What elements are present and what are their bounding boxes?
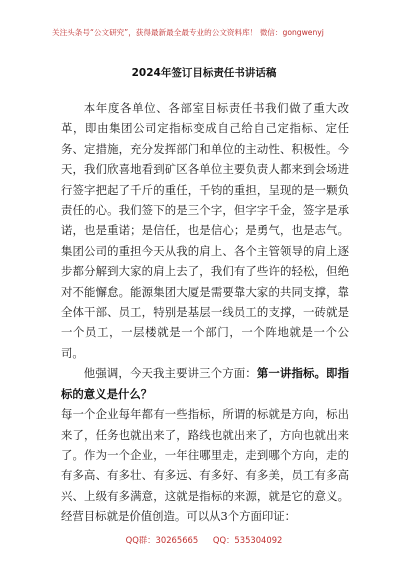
- paragraph-topics: [61, 363, 349, 404]
- paragraph-indicators: 每一个企业每年都有一些指标，所谓的标就是方向，标出来了，任务也就出来了，路线也就出来了，方向也就出来了。作为一个企业，一年往哪里走，走到哪个方向，走的有多高、有多壮、有多远、有多好、有多美，员工有多高兴、上级有多满意，这就是指标的来源，就是它的意义。经营目标就是价值创造。可以从3个方面印证：: [61, 407, 349, 524]
- footer-contact: [0, 534, 408, 546]
- footer-qq-group: QQ群：30265665: [125, 535, 199, 545]
- paragraph-intro: 本年度各单位、各部室目标责任书我们做了重大改革，即由集团公司定指标变成自己给自己定指标、定任务、定措施，充分发挥部门和单位的主动性、积极性。今天，我们欣喜地看到矿区各单位主要负责人都来到会场进行签字把起了千斤的重任，千钧的重担，呈现的是一颗负责任的心。我们签下的是三个字，但字字千金，签字是承诺，也是重诺；是信任，也是信心；是勇气，也是志气。集团公司的重担今天从我的肩上、各个主管领导的肩上逐步都分解到大家的肩上去了，我们有了些许的轻松，但绝对不能懈怠。能源集团大厦是需要靠大家的共同支撑，靠全体干部、员工，特别是基层一线员工的支撑，一砖就是一个员工，一层楼就是一个部门，一个阵地就是一个公司。: [61, 101, 349, 360]
- document-body: [61, 98, 349, 527]
- paragraph-topics-emphasis: 第一讲指标。即指标的意义是什么？: [61, 366, 349, 401]
- header-banner: 关注头条号“公文研究”，获得最新最全最专业的公文资料库！ 微信：gongwenyj: [52, 28, 324, 37]
- document-title: 2024年签订目标责任书讲话稿: [131, 67, 277, 79]
- paragraph-topics-lead: 他强调，今天我主要讲三个方面：: [83, 366, 257, 381]
- footer-qq: QQ：535304092: [212, 535, 283, 545]
